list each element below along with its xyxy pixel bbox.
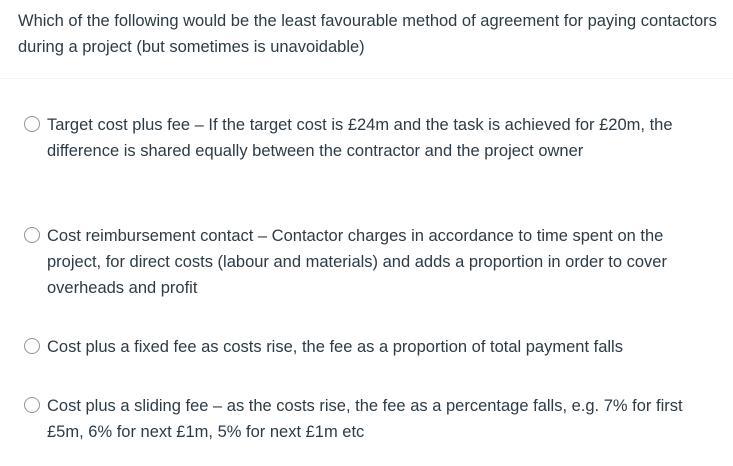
answer-option-3[interactable]	[24, 334, 714, 360]
answer-option-2[interactable]	[24, 223, 714, 301]
radio-button-4[interactable]	[24, 397, 40, 413]
radio-button-3[interactable]	[24, 338, 40, 354]
question-text: Which of the following would be the least favourable method of agreement for paying contactors during a project (but sometimes is unavoidable)	[18, 12, 717, 56]
answer-label-4: Cost plus a sliding fee – as the costs rise, the fee as a percentage falls, e.g. 7% for first £5m, 6% for next £1m, 5% for next £1m etc	[47, 397, 683, 441]
answer-label-1: Target cost plus fee – If the target cost is £24m and the task is achieved for £20m, the difference is shared equally between the contractor and the project owner	[47, 116, 673, 160]
radio-button-2[interactable]	[24, 227, 40, 243]
answer-label-3: Cost plus a fixed fee as costs rise, the fee as a proportion of total payment falls	[47, 338, 623, 356]
radio-button-1[interactable]	[24, 116, 40, 132]
answer-option-4[interactable]	[24, 393, 714, 445]
divider	[0, 78, 733, 79]
answer-label-2: Cost reimbursement contact – Contactor charges in accordance to time spent on the project, for direct costs (labour and materials) and adds a proportion in order to cover overheads and profit	[47, 227, 667, 297]
answer-option-1[interactable]	[24, 112, 714, 164]
